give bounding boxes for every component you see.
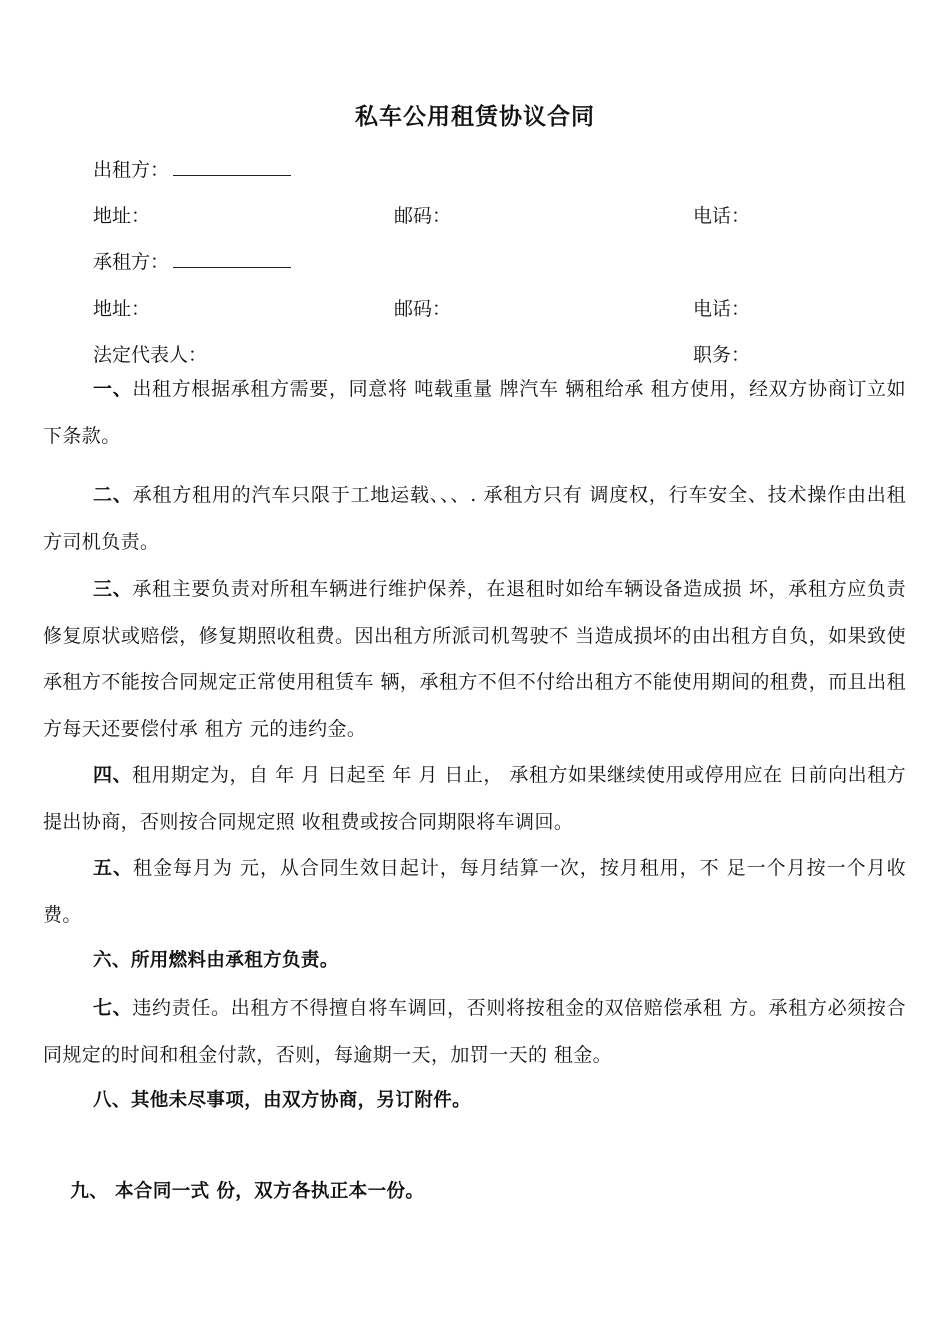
clause-text: 租金每月为 元，从合同生效日起计，每月结算一次，按月租用，不 足一个月按一个月收费。	[43, 857, 906, 926]
clause-7	[43, 985, 906, 1078]
clause-number: 七、	[93, 997, 133, 1019]
lessor-postcode-label: 邮码：	[394, 205, 452, 227]
clause-text: 本合同一式 份，双方各执正本一份。	[108, 1180, 425, 1202]
clause-number: 二、	[93, 484, 133, 506]
clause-number: 一、	[93, 378, 133, 400]
clause-text: 租用期定为，自 年 月 日起至 年 月 日止， 承租方如果继续使用或停用应在 日前向出租方提出协商，否则按合同规定照 收租费或按合同期限将车调回。	[43, 764, 906, 833]
lessee-label: 承租方：	[93, 251, 170, 273]
lessee-phone-label: 电话：	[693, 298, 751, 320]
clause-2	[43, 472, 906, 565]
clause-number: 八、	[93, 1090, 131, 1111]
clause-text: 违约责任。出租方不得擅自将车调回，否则将按租金的双倍赔偿承租 方。承租方必须按合同规定的时间和租金付款，否则，每逾期一天，加罚一天的 租金。	[43, 997, 906, 1066]
lessor-blank	[173, 159, 291, 176]
clause-text: 承租主要负责对所租车辆进行维护保养，在退租时如给车辆设备造成损 坏，承租方应负责修复原状或赔偿，修复期照收租费。因出租方所派司机驾驶不 当造成损坏的由出租方自负，如果致使承租方不能按合同规定正常使用租赁车 辆，承租方不但不付给出租方不能使用期间的租费，而且出租方每天还要偿付承 租方 元的违约金。	[43, 578, 906, 740]
lessor-phone-label: 电话：	[693, 205, 751, 227]
clause-number: 四、	[93, 764, 133, 786]
lessee-blank	[173, 251, 291, 268]
clause-1	[43, 366, 906, 459]
clause-5	[43, 845, 906, 938]
clause-text: 承租方租用的汽车只限于工地运载、、、. 承租方只有 调度权，行车安全、技术操作由出租方司机负责。	[43, 484, 906, 553]
legal-rep-label: 法定代表人：	[93, 344, 208, 366]
clause-3	[43, 566, 906, 752]
document-title: 私车公用租赁协议合同	[355, 104, 595, 130]
clause-number: 三、	[93, 578, 133, 600]
lessee-postcode-label: 邮码：	[394, 298, 452, 320]
position-label: 职务：	[693, 344, 751, 366]
clause-text: 出租方根据承租方需要，同意将 吨载重量 牌汽车 辆租给承 租方使用，经双方协商订立如下条款。	[43, 378, 906, 447]
clause-6	[43, 938, 906, 985]
clause-8	[43, 1078, 906, 1125]
lessor-address-label: 地址：	[93, 205, 151, 227]
lessor-label: 出租方：	[93, 159, 170, 181]
lessee-address-label: 地址：	[93, 298, 151, 320]
clause-4	[43, 752, 906, 845]
clause-text: 所用燃料由承租方负责。	[130, 950, 339, 971]
clause-number: 六、	[93, 950, 131, 971]
clause-number: 五、	[93, 857, 133, 879]
clause-9	[43, 1122, 906, 1262]
lessee-line	[93, 249, 291, 275]
clause-number: 九、	[70, 1180, 109, 1202]
lessor-line	[93, 157, 291, 183]
clause-text: 其他未尽事项，由双方协商，另订附件。	[130, 1090, 472, 1111]
